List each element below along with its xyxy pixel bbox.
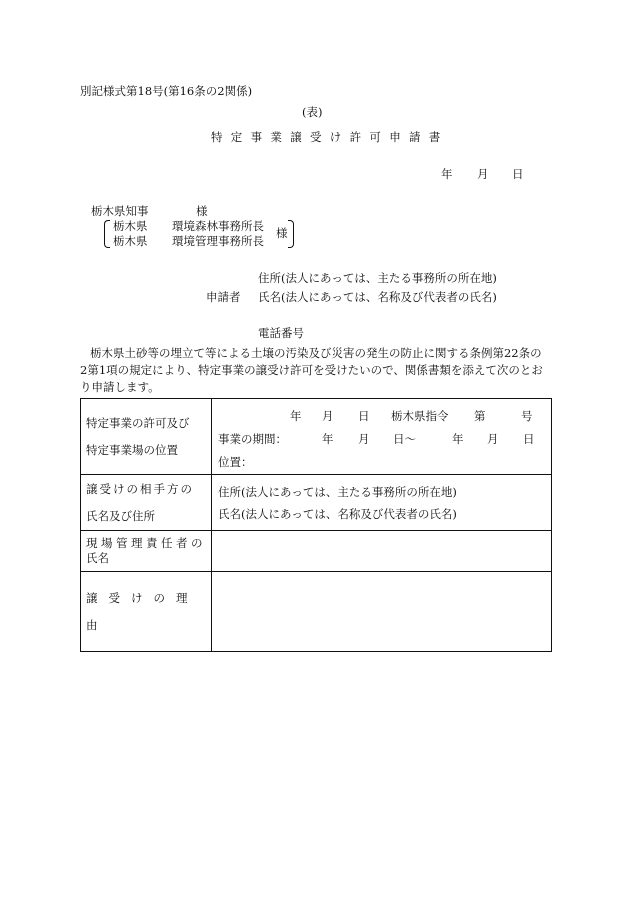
application-table	[80, 398, 552, 652]
page-title: 特定事業譲受け許可申請書	[211, 130, 449, 144]
table-row	[81, 399, 552, 475]
period-year2: 年	[452, 432, 464, 446]
side-marker: (表)	[302, 105, 323, 119]
period-day2: 日	[523, 432, 535, 446]
row-label-line: 特定事業の許可及び	[86, 415, 190, 430]
period-year: 年	[322, 432, 334, 446]
row-label-line: 譲受けの理由	[86, 590, 199, 632]
form-number: 別記様式第18号(第16条の2関係)	[80, 84, 253, 98]
row-label-transferor	[81, 475, 212, 531]
period-month: 月	[358, 432, 370, 446]
addressee-sama: 様	[196, 204, 208, 218]
row-label-permit	[81, 399, 212, 475]
row-label-line: 特定事業場の位置	[86, 442, 178, 457]
permit-designation: 栃木県指令	[391, 409, 449, 423]
applicant-label: 申請者	[206, 290, 241, 304]
addressee-pref2: 栃木県	[113, 234, 148, 248]
row-label-line: 現場管理責任者の	[86, 536, 206, 550]
row-label-line: 氏名及び住所	[86, 508, 155, 523]
applicant-phone: 電話番号	[258, 326, 304, 340]
manager-value-cell[interactable]	[212, 531, 552, 572]
permit-year: 年	[290, 409, 302, 423]
row-label-line: 氏名	[86, 551, 109, 565]
period-label: 事業の期間：	[218, 432, 287, 446]
permit-month: 月	[322, 409, 334, 423]
right-brace	[288, 220, 294, 248]
addressee-office1: 環境森林事務所長	[172, 219, 264, 233]
left-brace	[104, 220, 110, 248]
transferor-name: 氏名(法人にあっては、名称及び代表者の氏名)	[218, 507, 457, 521]
applicant-address: 住所(法人にあっては、主たる事務所の所在地)	[258, 271, 497, 285]
table-row	[81, 531, 552, 572]
permit-value-cell[interactable]	[212, 399, 552, 475]
transferor-address: 住所(法人にあっては、主たる事務所の所在地)	[218, 485, 457, 499]
period-month2: 月	[487, 432, 499, 446]
transferor-value-cell[interactable]	[212, 475, 552, 531]
table-row	[81, 475, 552, 531]
date-day: 日	[512, 167, 524, 181]
addressee-governor: 栃木県知事	[91, 204, 149, 218]
table-row	[81, 572, 552, 652]
permit-day: 日	[358, 409, 370, 423]
applicant-name: 氏名(法人にあっては、名称及び代表者の氏名)	[258, 290, 497, 304]
reason-value-cell[interactable]	[212, 572, 552, 652]
location-label: 位置：	[218, 455, 253, 469]
addressee-sama2: 様	[276, 226, 288, 240]
date-year: 年	[441, 167, 453, 181]
body-line-3: り申請します。	[80, 380, 160, 394]
period-day-tilde: 日〜	[393, 432, 416, 446]
body-line-1: 栃木県土砂等の埋立て等による土壌の汚染及び災害の発生の防止に関する条例第22条の	[90, 346, 542, 360]
row-label-reason	[81, 572, 212, 652]
date-month: 月	[477, 167, 489, 181]
row-label-line: 譲受けの相手方の	[86, 481, 194, 496]
permit-go: 号	[521, 409, 533, 423]
row-label-manager	[81, 531, 212, 572]
addressee-office2: 環境管理事務所長	[172, 234, 264, 248]
permit-dai: 第	[474, 409, 486, 423]
body-line-2: 2第1項の規定により、特定事業の譲受け許可を受けたいので、関係書類を添えて次のとお	[80, 363, 543, 377]
addressee-pref1: 栃木県	[113, 219, 148, 233]
